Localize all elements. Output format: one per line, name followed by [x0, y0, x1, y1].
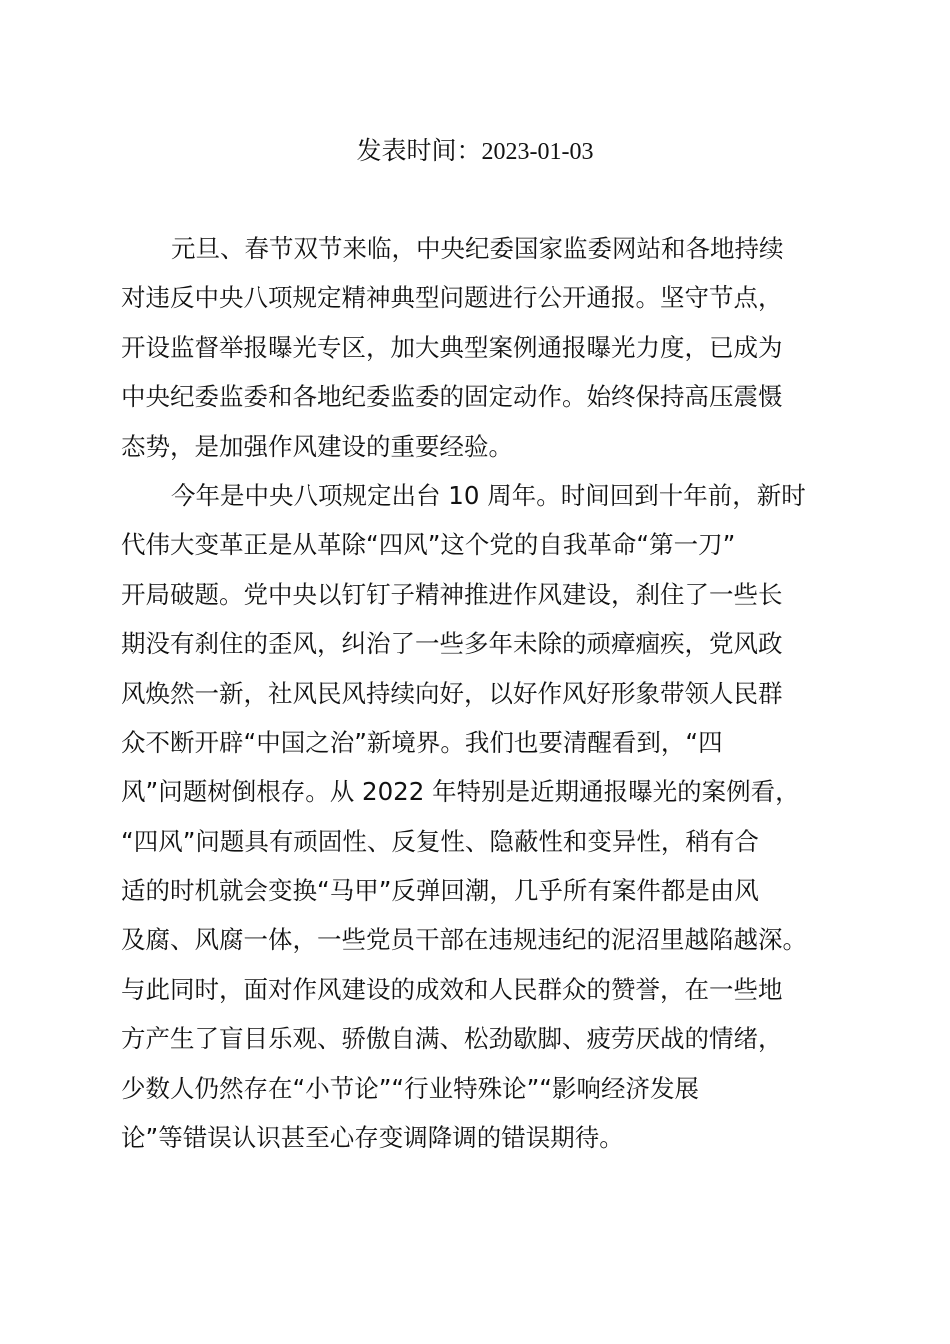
text-line: 众不断开辟“中国之治”新境界。我们也要清醒看到，“四: [121, 727, 723, 757]
paragraph: [121, 471, 833, 1162]
text-line: 今年是中央八项规定出台 10 周年。时间回到十年前，新时: [171, 480, 806, 510]
text-line: 方产生了盲目乐观、骄傲自满、松劲歇脚、疲劳厌战的情绪，: [121, 1024, 783, 1054]
text-line: 及腐、风腐一体，一些党员干部在违规违纪的泥沼里越陷越深。: [121, 925, 807, 955]
text-line: 期没有刹住的歪风，纠治了一些多年未除的顽瘴痼疾，党风政: [121, 629, 783, 659]
text-line: 代伟大变革正是从革除“四风”这个党的自我革命“第一刀”: [121, 530, 736, 560]
text-line: 风”问题树倒根存。从 2022 年特别是近期通报曝光的案例看，: [121, 777, 800, 807]
text-line: 与此同时，面对作风建设的成效和人民群众的赞誉，在一些地: [121, 974, 783, 1004]
text-line: 风焕然一新，社风民风持续向好，以好作风好形象带领人民群: [121, 678, 783, 708]
publish-date: [0, 134, 950, 169]
text-line: 态势，是加强作风建设的重要经验。: [121, 431, 513, 461]
text-line: 对违反中央八项规定精神典型问题进行公开通报。坚守节点，: [121, 283, 783, 313]
article-body: [121, 224, 833, 1162]
text-line: 开局破题。党中央以钉钉子精神推进作风建设，刹住了一些长: [121, 579, 783, 609]
publish-date-label: 发表时间：: [356, 136, 482, 165]
publish-date-value: 2023-01-03: [481, 139, 594, 165]
text-line: 元旦、春节双节来临，中央纪委国家监委网站和各地持续: [171, 234, 784, 263]
text-line: 少数人仍然存在“小节论”“行业特殊论”“影响经济发展: [121, 1073, 699, 1103]
paragraph: [121, 224, 833, 471]
text-line: 适的时机就会变换“马甲”反弹回潮，几乎所有案件都是由风: [121, 876, 759, 906]
text-line: 论”等错误认识甚至心存变调降调的错误期待。: [121, 1123, 624, 1153]
text-line: 开设监督举报曝光专区，加大典型案例通报曝光力度，已成为: [121, 332, 783, 362]
text-line: “四风”问题具有顽固性、反复性、隐蔽性和变异性，稍有合: [121, 826, 759, 856]
text-line: 中央纪委监委和各地纪委监委的固定动作。始终保持高压震慑: [121, 382, 783, 412]
